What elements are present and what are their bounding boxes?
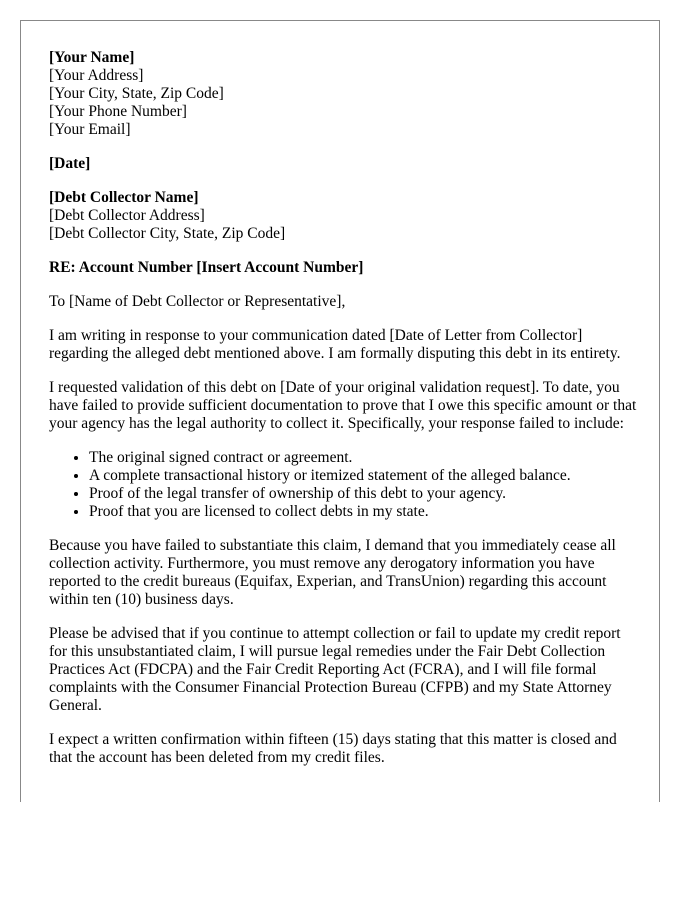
paragraph-confirmation: I expect a written confirmation within fifteen (15) days stating that this matter is closed and that the account has been deleted from my credit files. [49, 731, 617, 766]
subject-line: RE: Account Number [Insert Account Number] [49, 259, 364, 276]
paragraph-demand: Because you have failed to substantiate this claim, I demand that you immediately cease all collection activity. Furthermore, you must remove any derogatory information you have reported to the credit bureaus (Equifax, Experian, and TransUnion) regarding this account within ten (10) business days. [49, 537, 616, 608]
sender-name: [Your Name] [49, 49, 135, 66]
sender-city-state-zip: [Your City, State, Zip Code] [49, 85, 224, 102]
sender-phone: [Your Phone Number] [49, 103, 187, 120]
subject-block [49, 259, 639, 277]
list-item: • The original signed contract or agreement. [89, 449, 639, 467]
list-item: • A complete transactional history or itemized statement of the alleged balance. [89, 467, 639, 485]
recipient-block [49, 189, 639, 243]
date-block [49, 155, 639, 173]
paragraph-validation: I requested validation of this debt on [Date of your original validation request]. To date, you have failed to provide sufficient documentation to prove that I owe this specific amount or that your agency has the legal authority to collect it. Specifically, your response failed to include: [49, 379, 637, 432]
recipient-city-state-zip: [Debt Collector City, State, Zip Code] [49, 225, 286, 242]
letter-date: [Date] [49, 155, 91, 172]
list-item: • Proof that you are licensed to collect debts in my state. [89, 503, 639, 521]
paragraph-intro: I am writing in response to your communication dated [Date of Letter from Collector] regarding the alleged debt mentioned above. I am formally disputing this debt in its entirety. [49, 327, 621, 362]
sender-block [49, 49, 639, 139]
list-item: • Proof of the legal transfer of ownership of this debt to your agency. [89, 485, 639, 503]
recipient-address: [Debt Collector Address] [49, 207, 205, 224]
sender-address: [Your Address] [49, 67, 144, 84]
letter-content [49, 49, 639, 783]
missing-items-list [49, 449, 639, 521]
letter-page [20, 20, 660, 802]
recipient-name: [Debt Collector Name] [49, 189, 199, 206]
salutation: To [Name of Debt Collector or Representative], [49, 293, 346, 310]
sender-email: [Your Email] [49, 121, 131, 138]
paragraph-legal-warning: Please be advised that if you continue to attempt collection or fail to update my credit report for this unsubstantiated claim, I will pursue legal remedies under the Fair Debt Collection Practices Act (FDCPA) and the Fair Credit Reporting Act (FCRA), and I will file formal complaints with the Consumer Financial Protection Bureau (CFPB) and my State Attorney General. [49, 625, 621, 714]
